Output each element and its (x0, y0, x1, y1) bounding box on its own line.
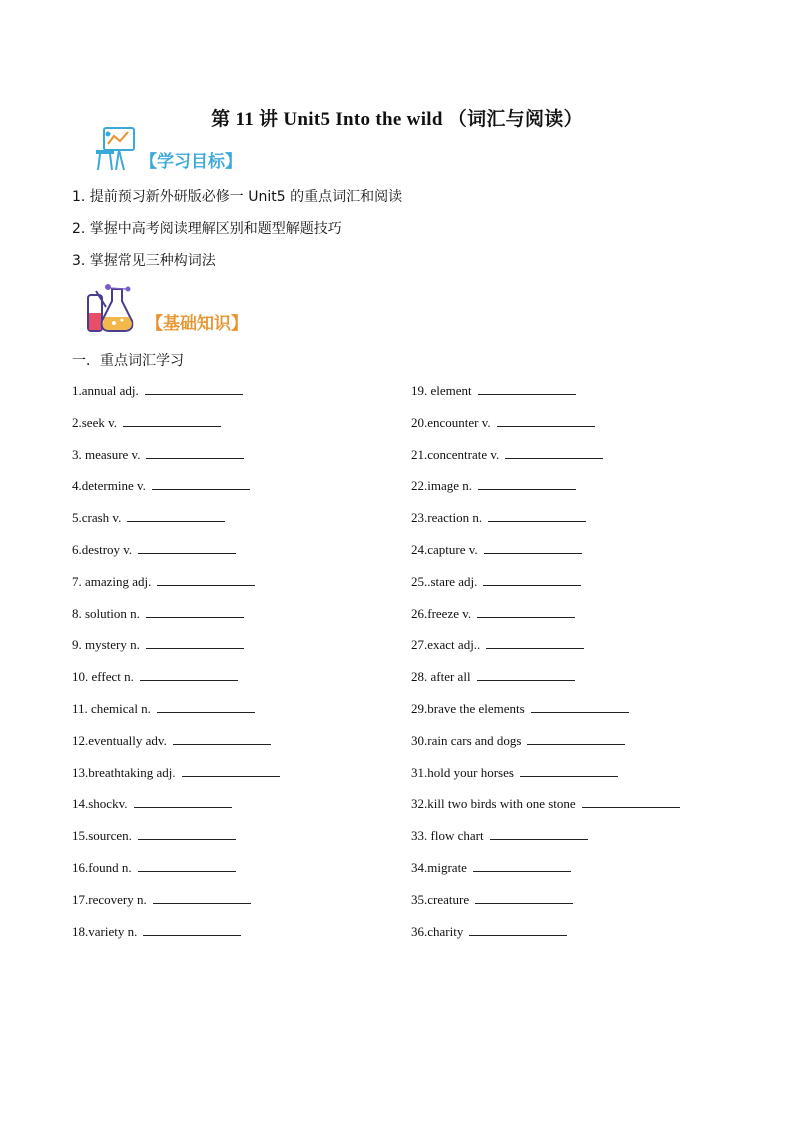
answer-blank[interactable] (582, 793, 680, 808)
answer-blank[interactable] (477, 666, 575, 681)
vocab-item (411, 634, 680, 666)
answer-blank[interactable] (531, 698, 629, 713)
vocab-item (72, 475, 280, 507)
basic-knowledge-heading: 【基础知识】 (146, 314, 248, 334)
vocab-item (411, 921, 680, 953)
vocab-item (72, 666, 280, 698)
vocab-item (72, 603, 280, 635)
vocab-term: 30.rain cars and dogs (411, 732, 522, 748)
answer-blank[interactable] (138, 825, 236, 840)
answer-blank[interactable] (134, 793, 232, 808)
vocab-item (72, 921, 280, 953)
vocab-term: 35.creature (411, 891, 470, 907)
vocab-term: 22.image n. (411, 478, 473, 494)
vocab-term: 19. element (411, 383, 472, 398)
vocab-item (411, 762, 680, 794)
answer-blank[interactable] (490, 825, 588, 840)
vocab-term: 26.freeze v. (411, 605, 472, 621)
vocab-item (72, 634, 280, 666)
vocab-item (72, 793, 280, 825)
vocab-term: 17.recovery n. (72, 891, 147, 907)
answer-blank[interactable] (484, 539, 582, 554)
vocab-term: 36.charity (411, 923, 464, 939)
vocab-term: 14.shockv. (72, 796, 128, 812)
answer-blank[interactable] (145, 380, 243, 395)
vocab-item (72, 507, 280, 539)
vocab-item (411, 571, 680, 603)
vocab-term: 21.concentrate v. (411, 446, 500, 462)
answer-blank[interactable] (152, 475, 250, 490)
answer-blank[interactable] (146, 603, 244, 618)
vocab-column-left (72, 380, 280, 952)
vocab-term: 23.reaction n. (411, 510, 483, 526)
answer-blank[interactable] (157, 571, 255, 586)
answer-blank[interactable] (478, 380, 576, 395)
answer-blank[interactable] (157, 698, 255, 713)
chemistry-flask-icon (84, 283, 136, 335)
vocab-item (72, 380, 280, 412)
vocab-item (411, 539, 680, 571)
goal-item-3: 3. 掌握常见三种构词法 (72, 253, 216, 269)
answer-blank[interactable] (486, 634, 584, 649)
answer-blank[interactable] (469, 921, 567, 936)
answer-blank[interactable] (146, 444, 244, 459)
vocab-term: 8. solution n. (72, 605, 140, 621)
answer-blank[interactable] (127, 507, 225, 522)
vocab-term: 2.seek v. (72, 414, 118, 430)
learning-goals-heading: 【学习目标】 (140, 152, 242, 172)
vocab-term: 32.kill two birds with one stone (411, 796, 576, 812)
vocab-item (411, 444, 680, 476)
vocab-term: 33. flow chart (411, 828, 484, 844)
vocab-item (72, 571, 280, 603)
answer-blank[interactable] (505, 444, 603, 459)
vocab-term: 34.migrate (411, 859, 467, 875)
answer-blank[interactable] (143, 921, 241, 936)
vocab-term: 9. mystery n. (72, 637, 140, 653)
vocab-term: 3. measure v. (72, 446, 141, 462)
answer-blank[interactable] (138, 539, 236, 554)
vocab-term: 16.found n. (72, 859, 132, 875)
answer-blank[interactable] (497, 412, 595, 427)
vocab-term: 25..stare adj. (411, 573, 478, 589)
vocab-item (72, 825, 280, 857)
vocab-item (72, 889, 280, 921)
vocab-item (411, 889, 680, 921)
vocab-term: 27.exact adj.. (411, 637, 481, 653)
vocab-item (72, 698, 280, 730)
vocab-item (411, 793, 680, 825)
vocab-term: 7. amazing adj. (72, 573, 152, 589)
vocab-item (72, 412, 280, 444)
vocab-column-right (411, 380, 680, 952)
goal-item-2: 2. 掌握中高考阅读理解区别和题型解题技巧 (72, 221, 342, 237)
answer-blank[interactable] (153, 889, 251, 904)
answer-blank[interactable] (123, 412, 221, 427)
vocab-term: 24.capture v. (411, 541, 478, 557)
vocab-term: 29.brave the elements (411, 700, 525, 716)
answer-blank[interactable] (477, 603, 575, 618)
vocab-term: 12.eventually adv. (72, 732, 167, 748)
answer-blank[interactable] (478, 475, 576, 490)
answer-blank[interactable] (182, 762, 280, 777)
answer-blank[interactable] (140, 666, 238, 681)
vocab-item (411, 507, 680, 539)
teaching-board-icon (94, 126, 140, 172)
vocab-term: 31.hold your horses (411, 764, 514, 780)
vocab-term: 4.determine v. (72, 478, 146, 494)
answer-blank[interactable] (483, 571, 581, 586)
answer-blank[interactable] (488, 507, 586, 522)
page-title: 第 11 讲 Unit5 Into the wild （词汇与阅读） (211, 109, 583, 130)
vocab-item (411, 730, 680, 762)
vocab-term: 18.variety n. (72, 923, 138, 939)
vocab-item (72, 444, 280, 476)
vocab-item (411, 603, 680, 635)
vocab-item (411, 825, 680, 857)
vocab-item (72, 857, 280, 889)
vocab-term: 13.breathtaking adj. (72, 764, 176, 780)
answer-blank[interactable] (138, 857, 236, 872)
vocabulary-part-title: 一．重点词汇学习 (72, 353, 184, 369)
vocab-term: 5.crash v. (72, 510, 122, 526)
vocab-term: 20.encounter v. (411, 414, 491, 430)
vocab-term: 10. effect n. (72, 669, 134, 685)
vocab-item (72, 539, 280, 571)
vocab-term: 6.destroy v. (72, 541, 133, 557)
vocab-item (72, 730, 280, 762)
vocab-term: 1.annual adj. (72, 383, 139, 398)
answer-blank[interactable] (473, 857, 571, 872)
vocab-term: 28. after all (411, 669, 471, 685)
answer-blank[interactable] (173, 730, 271, 745)
vocab-item (411, 666, 680, 698)
vocab-item (411, 475, 680, 507)
answer-blank[interactable] (527, 730, 625, 745)
vocab-term: 15.sourcen. (72, 828, 132, 844)
vocab-item (411, 698, 680, 730)
vocab-item (411, 412, 680, 444)
answer-blank[interactable] (520, 762, 618, 777)
answer-blank[interactable] (475, 889, 573, 904)
answer-blank[interactable] (146, 634, 244, 649)
vocab-item (72, 762, 280, 794)
vocab-item (411, 857, 680, 889)
goal-item-1: 1. 提前预习新外研版必修一 Unit5 的重点词汇和阅读 (72, 189, 403, 205)
vocab-item (411, 380, 680, 412)
vocab-term: 11. chemical n. (72, 700, 151, 716)
